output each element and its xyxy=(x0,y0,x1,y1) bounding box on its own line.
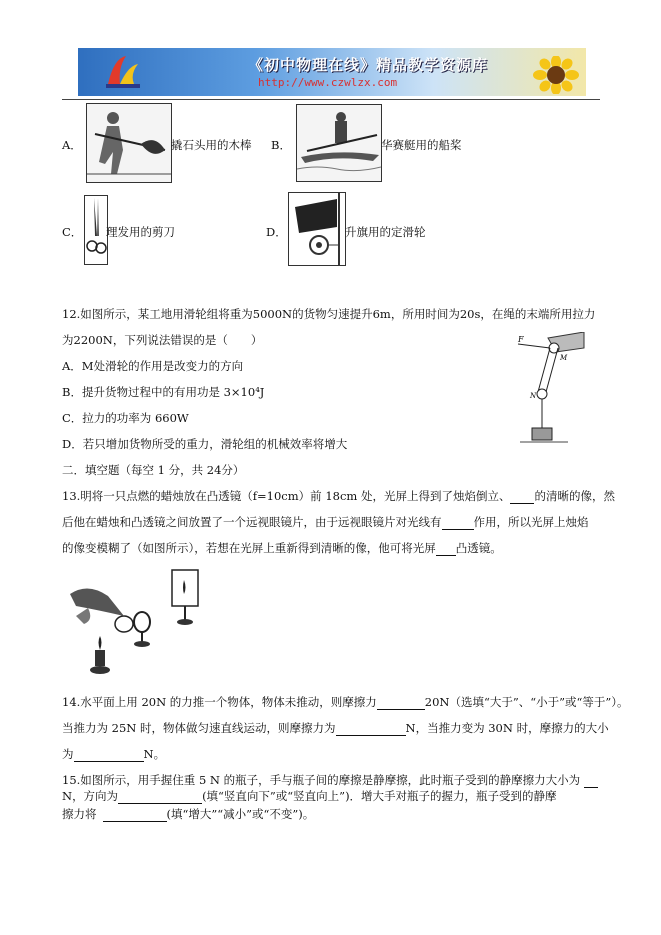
q14-blank-1[interactable] xyxy=(377,698,425,710)
q15-line2-part2: (填“竖直向下”或“竖直向上”)．增大手对瓶子的握力，瓶子受到的静摩 xyxy=(202,789,557,803)
q14-line3-part1: 为 xyxy=(62,747,74,761)
q14-blank-3[interactable] xyxy=(74,750,144,762)
q12-option-c: C．拉力的功率为 660W xyxy=(62,411,189,425)
option-b-text: 华赛艇用的船桨 xyxy=(381,138,462,152)
q15-line3-part2: (填“增大”“减小”或“不变”)。 xyxy=(166,807,315,821)
option-a-text: 撬石头用的木棒 xyxy=(171,138,252,152)
option-d-letter: D． xyxy=(266,225,287,239)
header-rule xyxy=(62,99,600,100)
figure-label-m: M xyxy=(560,354,568,362)
q12-stem-line2: 为2200N，下列说法错误的是（ ） xyxy=(62,333,263,347)
q15-blank-3[interactable] xyxy=(103,810,167,822)
q14-line3 xyxy=(62,746,165,762)
q14-line2-part2: N，当推力变为 30N 时，摩擦力的大小 xyxy=(405,721,609,735)
banner-url: http://www.czwlzx.com xyxy=(258,76,398,89)
q14-line2-part1: 当推力为 25N 时，物体做匀速直线运动，则摩擦力为 xyxy=(62,721,336,735)
q13-line1-part2: 的清晰的像，然 xyxy=(534,489,615,503)
q12-option-d: D．若只增加货物所受的重力，滑轮组的机械效率将增大 xyxy=(62,437,348,451)
q12-option-b: B．提升货物过程中的有用功是 3×10⁴J xyxy=(62,385,265,399)
option-c-text: 理发用的剪刀 xyxy=(106,225,175,239)
sunflower-icon xyxy=(532,56,580,94)
option-d-text: 升旗用的定滑轮 xyxy=(345,225,426,239)
banner-title: 《初中物理在线》精品教学资源库 xyxy=(248,56,489,74)
q13-line3-part2: 凸透镜。 xyxy=(455,541,502,555)
q15-line3-part1: 擦力将 xyxy=(62,807,97,821)
q15-blank-1[interactable] xyxy=(584,776,598,788)
rowing-figure xyxy=(296,104,382,182)
q14-line1-part2: 20N（选填“大于”、“小于”或“等于”）。 xyxy=(424,695,629,709)
pulley-system-figure xyxy=(514,332,586,444)
option-c-letter: C． xyxy=(62,225,83,239)
q15-line2 xyxy=(62,788,557,804)
q12-stem-line1: 12.如图所示，某工地用滑轮组将重为5000N的货物匀速提升6m，所用时间为20s，在绳的末端所用拉力 xyxy=(62,307,596,321)
scissors-figure xyxy=(84,195,108,265)
q12-option-a: A．M处滑轮的作用是改变力的方向 xyxy=(62,359,244,373)
q14-blank-2[interactable] xyxy=(336,724,406,736)
flag-pulley-figure xyxy=(288,192,346,266)
q13-line2-part2: 作用，所以光屏上烛焰 xyxy=(473,515,589,529)
q14-line1-part1: 14.水平面上用 20N 的力推一个物体，物体未推动，则摩擦力 xyxy=(62,695,377,709)
q14-line3-part2: N。 xyxy=(143,747,166,761)
q15-line1-part1: 15.如图所示，用手握住重 5 N 的瓶子，手与瓶子间的摩擦是静摩擦，此时瓶子受到的静摩擦力大小为 xyxy=(62,773,581,787)
q13-line1-part1: 13.明将一只点燃的蜡烛放在凸透镜（f=10cm）前 18cm 处，光屏上得到了烛焰倒立、 xyxy=(62,489,511,503)
q13-line1 xyxy=(62,488,615,504)
section-heading: 二．填空题（每空 1 分，共 24分） xyxy=(62,463,245,477)
q13-line3 xyxy=(62,540,502,556)
q15-line2-part1: N，方向为 xyxy=(62,789,119,803)
figure-label-f: F xyxy=(518,335,524,344)
q13-line2 xyxy=(62,514,589,530)
q13-blank-3[interactable] xyxy=(436,544,456,556)
optics-bench-figure xyxy=(68,566,218,678)
q13-line3-part1: 的像变模糊了（如图所示），若想在光屏上重新得到清晰的像，他可将光屏 xyxy=(62,541,436,555)
q13-blank-1[interactable] xyxy=(510,492,534,504)
figure-label-n: N xyxy=(530,392,537,400)
header-banner xyxy=(78,48,586,96)
q14-line1 xyxy=(62,694,629,710)
option-b-letter: B． xyxy=(271,138,291,152)
q13-line2-part1: 后他在蜡烛和凸透镜之间放置了一个远视眼镜片，由于远视眼镜片对光线有 xyxy=(62,515,442,529)
logo-icon xyxy=(104,54,142,90)
q15-line3 xyxy=(62,806,314,822)
q14-line2 xyxy=(62,720,609,736)
q15-blank-2[interactable] xyxy=(118,792,202,804)
option-a-letter: A． xyxy=(62,138,82,152)
q13-blank-2[interactable] xyxy=(442,518,474,530)
q15-line1 xyxy=(62,772,598,788)
crowbar-figure xyxy=(86,103,172,183)
